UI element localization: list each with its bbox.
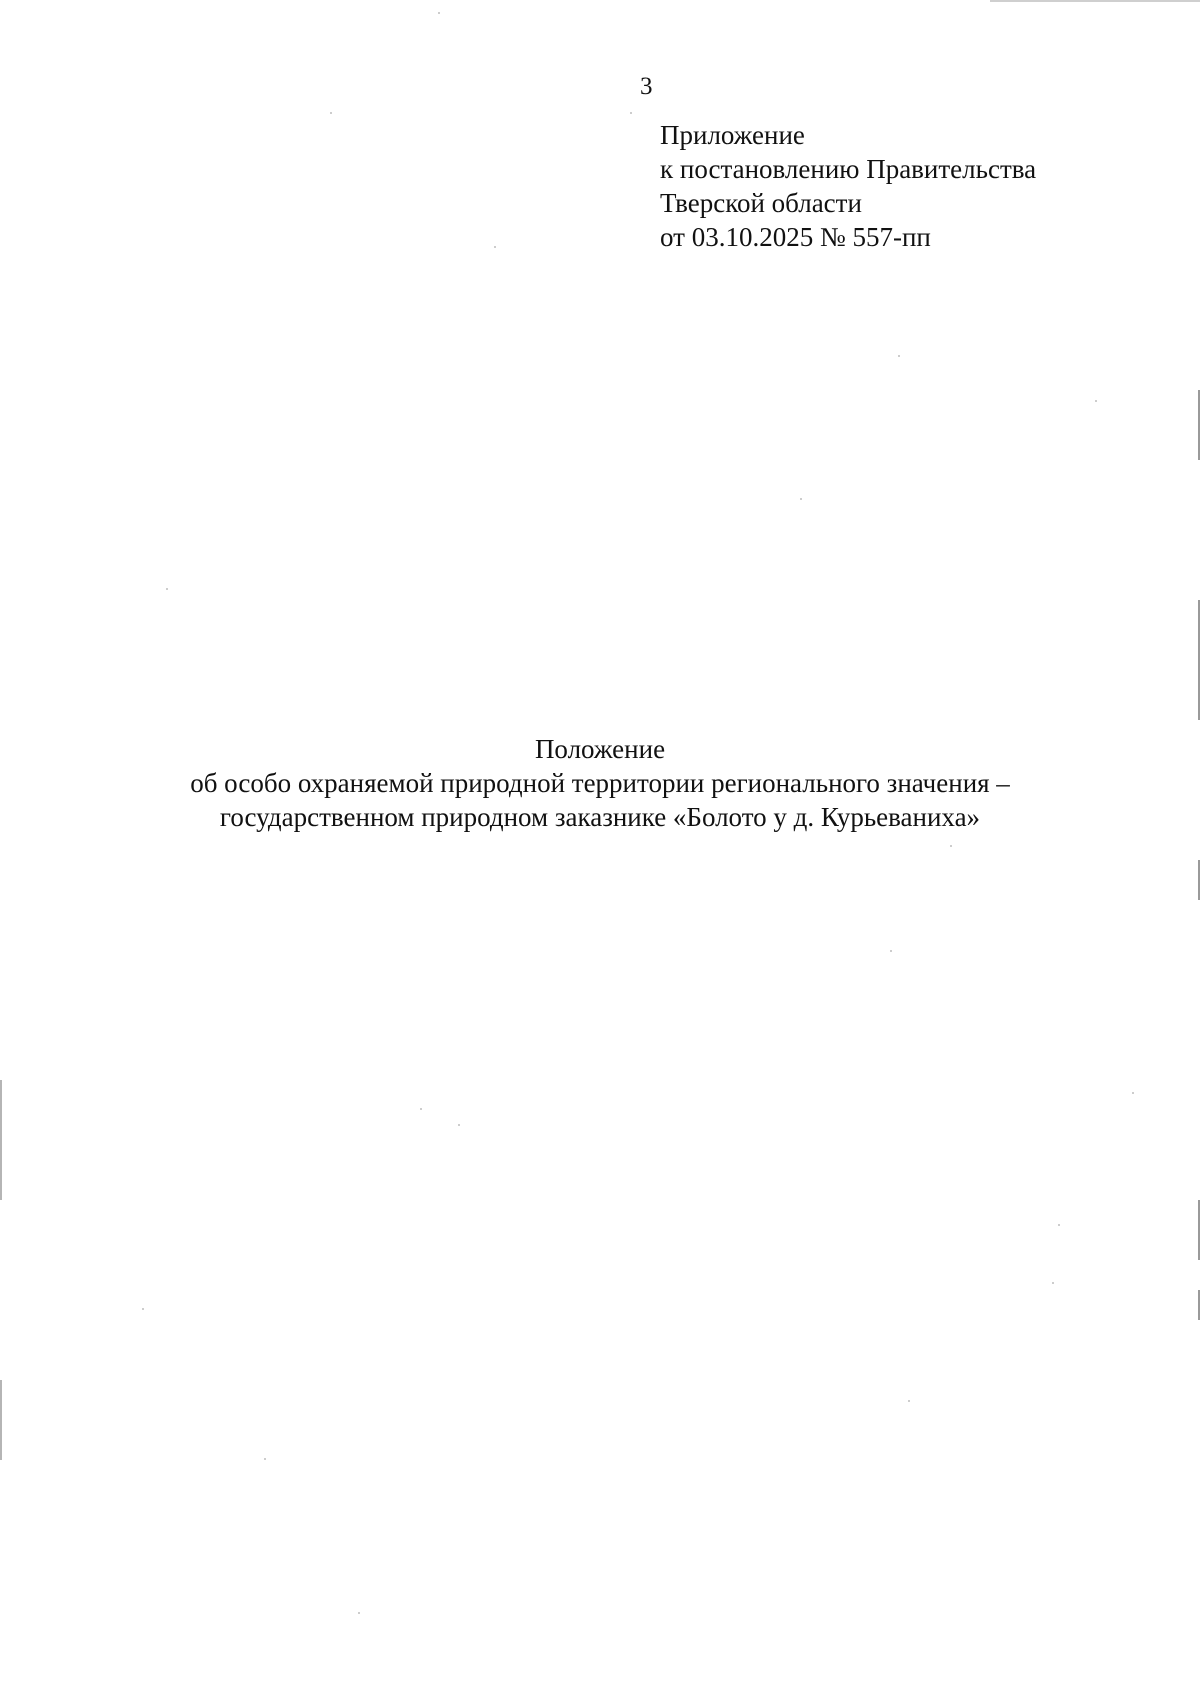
title-line-3: государственном природном заказнике «Болото у д. Курьеваниха»: [219, 802, 981, 832]
appendix-header: [660, 118, 1036, 254]
scan-speck: [142, 1308, 144, 1310]
document-title: [100, 732, 1100, 834]
scan-speck: [458, 1124, 460, 1126]
scan-speck: [950, 845, 952, 847]
scan-speck: [1132, 1092, 1134, 1094]
appendix-line-2: к постановлению Правительства: [660, 154, 1037, 184]
scan-speck: [800, 498, 802, 500]
title-line-2: об особо охраняемой природной территории регионального значения –: [190, 768, 1010, 798]
scan-speck: [166, 588, 168, 590]
title-line-1: Положение: [534, 734, 666, 764]
scan-speck: [630, 112, 632, 114]
scan-speck: [1095, 400, 1097, 402]
top-edge-mark: [990, 0, 1200, 2]
scan-speck: [1058, 1224, 1060, 1226]
left-edge-mark: [0, 1380, 2, 1460]
appendix-line-1: Приложение: [660, 120, 805, 150]
left-edge-mark: [0, 1080, 2, 1200]
scan-speck: [358, 1612, 360, 1614]
appendix-line-3: Тверской области: [660, 188, 862, 218]
appendix-line-4: от 03.10.2025 № 557-пп: [660, 222, 931, 252]
page-number: 3: [640, 73, 653, 100]
scan-speck: [438, 12, 440, 14]
scan-speck: [1052, 1282, 1054, 1284]
scan-speck: [330, 112, 332, 114]
scan-speck: [264, 1458, 266, 1460]
scan-speck: [890, 950, 892, 952]
scan-speck: [494, 246, 496, 248]
scan-speck: [908, 1400, 910, 1402]
scan-speck: [898, 355, 900, 357]
scan-speck: [420, 1108, 422, 1110]
